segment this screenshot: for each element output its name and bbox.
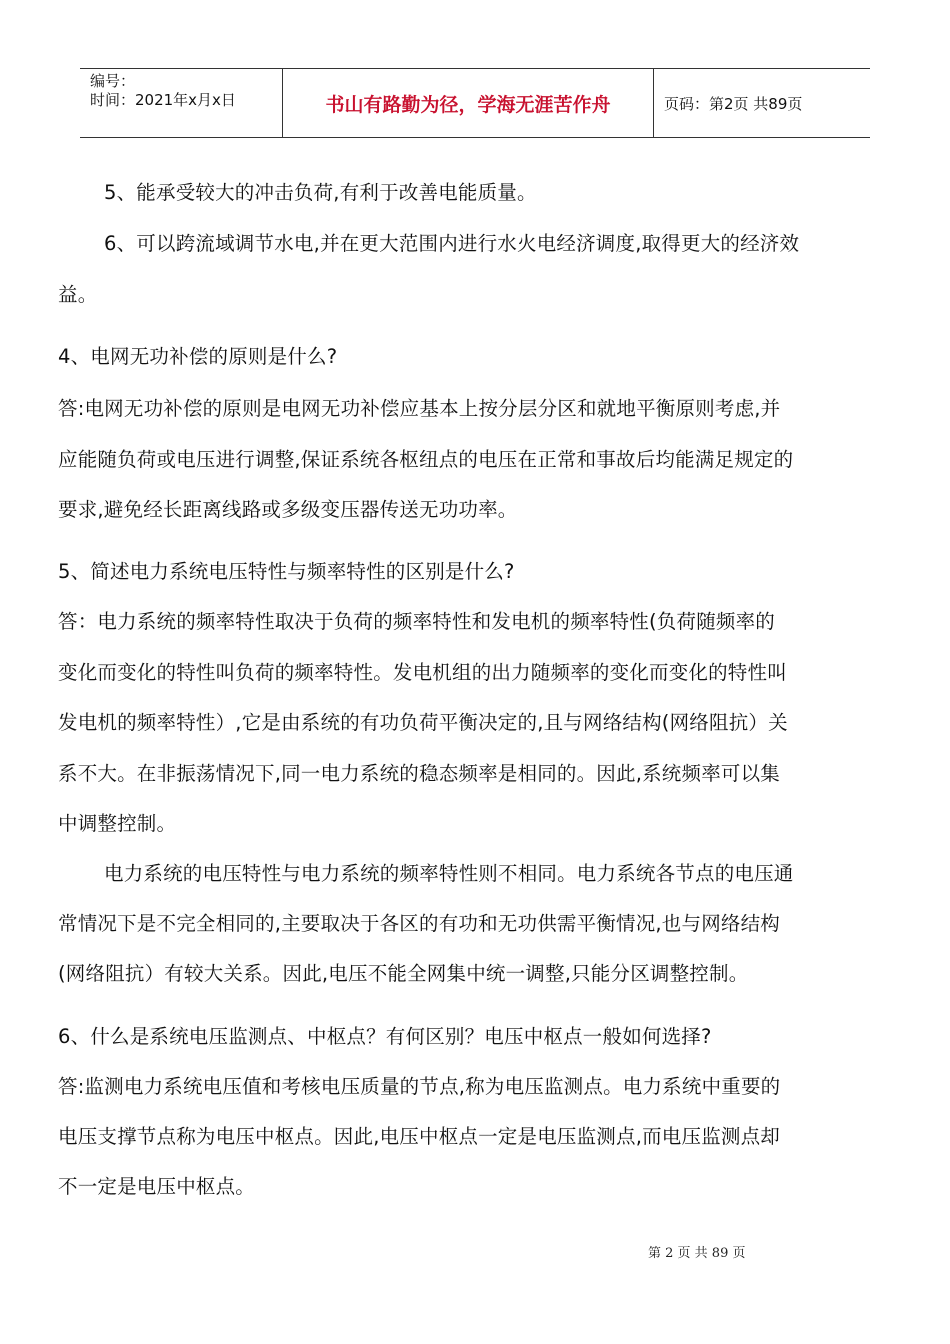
body-line: 电力系统的电压特性与电力系统的频率特性则不相同。电力系统各节点的电压通: [104, 862, 794, 885]
body-line: 要求,避免经长距离线路或多级变压器传送无功功率。: [58, 498, 518, 521]
body-line: 变化而变化的特性叫负荷的频率特性。发电机组的出力随频率的变化而变化的特性叫: [58, 661, 787, 684]
body-line: 答:监测电力系统电压值和考核电压质量的节点,称为电压监测点。电力系统中重要的: [58, 1075, 781, 1098]
body-line: 6、可以跨流域调节水电,并在更大范围内进行水火电经济调度,取得更大的经济效: [104, 232, 800, 255]
header-page-info: 页码：第2页 共89页: [664, 95, 803, 113]
header-middle-cell: [282, 69, 654, 137]
body-line: 答:电网无功补偿的原则是电网无功补偿应基本上按分层分区和就地平衡原则考虑,并: [58, 397, 781, 420]
document-number-label: 编号：: [90, 72, 136, 90]
body-line: 5、能承受较大的冲击负荷,有利于改善电能质量。: [104, 181, 537, 204]
page-footer: 第 2 页 共 89 页: [648, 1246, 746, 1261]
header-motto: 书山有路勤为径，学海无涯苦作舟: [325, 94, 611, 116]
header-right-cell: [654, 69, 870, 137]
body-line: 益。: [58, 283, 98, 306]
question-heading: 4、电网无功补偿的原则是什么?: [58, 345, 338, 368]
body-line: 不一定是电压中枢点。: [58, 1175, 256, 1198]
question-heading: 6、什么是系统电压监测点、中枢点？有何区别？电压中枢点一般如何选择?: [58, 1025, 712, 1048]
body-line: 常情况下是不完全相同的,主要取决于各区的有功和无功供需平衡情况,也与网络结构: [58, 912, 780, 935]
body-line: 发电机的频率特性）,它是由系统的有功负荷平衡决定的,且与网络结构(网络阻抗）关: [58, 711, 788, 734]
document-date-label: 时间：2021年x月x日: [90, 91, 236, 109]
question-heading: 5、简述电力系统电压特性与频率特性的区别是什么?: [58, 560, 515, 583]
page-header: [80, 68, 870, 138]
body-line: 应能随负荷或电压进行调整,保证系统各枢纽点的电压在正常和事故后均能满足规定的: [58, 448, 794, 471]
body-line: (网络阻抗）有较大关系。因此,电压不能全网集中统一调整,只能分区调整控制。: [58, 962, 749, 985]
body-line: 系不大。在非振荡情况下,同一电力系统的稳态频率是相同的。因此,系统频率可以集: [58, 762, 780, 785]
header-left-cell: [80, 69, 282, 137]
body-line: 电压支撑节点称为电压中枢点。因此,电压中枢点一定是电压监测点,而电压监测点却: [58, 1125, 780, 1148]
body-line: 中调整控制。: [58, 812, 177, 835]
body-line: 答：电力系统的频率特性取决于负荷的频率特性和发电机的频率特性(负荷随频率的: [58, 610, 776, 633]
